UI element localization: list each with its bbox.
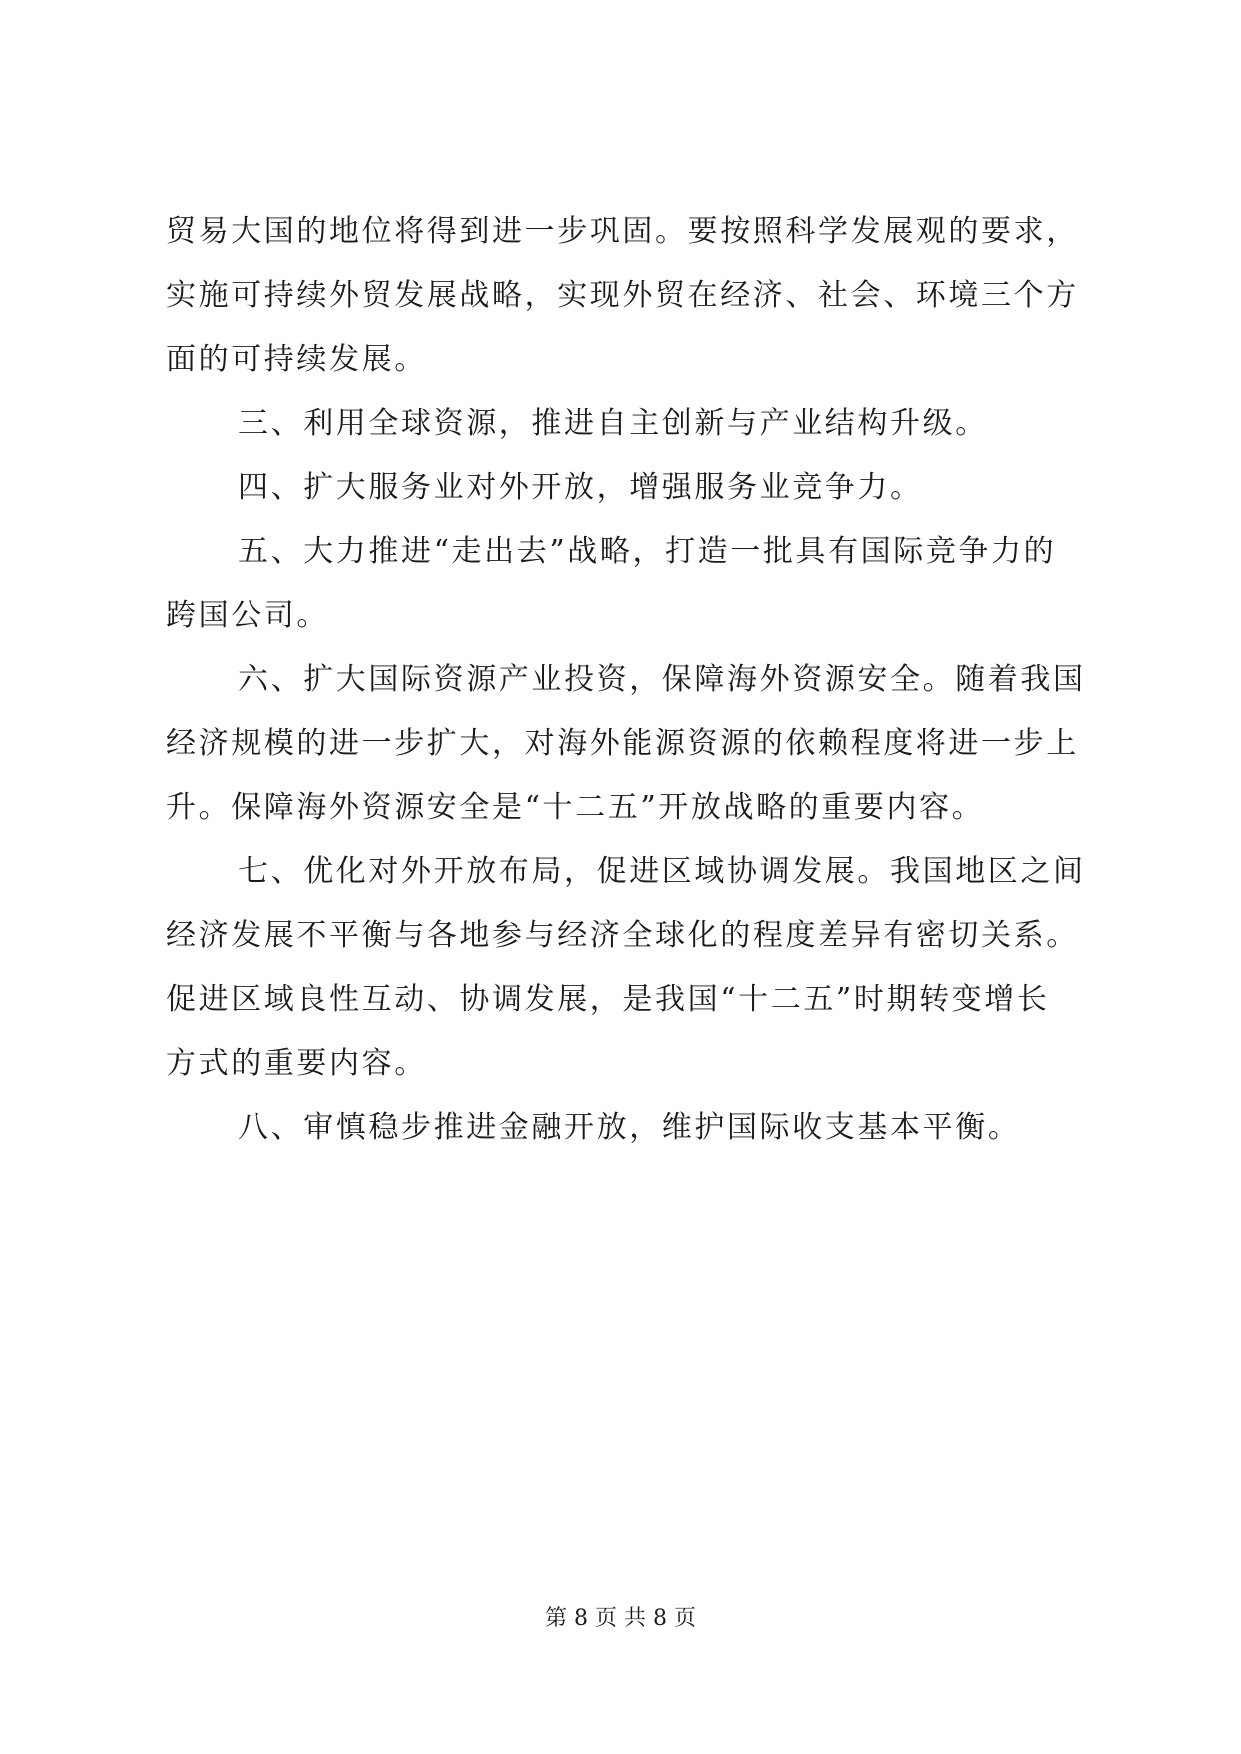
section-four-line: 四、扩大服务业对外开放，增强服务业竞争力。 bbox=[238, 470, 923, 505]
text-line: 跨国公司。 bbox=[166, 598, 329, 633]
text-line: 实施可持续外贸发展战略，实现外贸在经济、社会、环境三个方 bbox=[166, 278, 1079, 313]
section-three-line: 三、利用全球资源，推进自主创新与产业结构升级。 bbox=[238, 406, 988, 441]
text-line: 升。保障海外资源安全是“十二五”开放战略的重要内容。 bbox=[166, 790, 985, 825]
page-number-footer: 第 8 页 共 8 页 bbox=[545, 1606, 696, 1631]
text-line: 方式的重要内容。 bbox=[166, 1046, 427, 1081]
section-six-line: 六、扩大国际资源产业投资，保障海外资源安全。随着我国 bbox=[238, 662, 1086, 697]
text-line: 贸易大国的地位将得到进一步巩固。要按照科学发展观的要求， bbox=[166, 214, 1079, 249]
text-line: 促进区域良性互动、协调发展，是我国“十二五”时期转变增长 bbox=[166, 982, 1050, 1017]
text-line: 经济发展不平衡与各地参与经济全球化的程度差异有密切关系。 bbox=[166, 918, 1079, 953]
section-seven-line: 七、优化对外开放布局，促进区域协调发展。我国地区之间 bbox=[238, 854, 1086, 889]
text-line: 面的可持续发展。 bbox=[166, 342, 427, 377]
section-eight-line: 八、审慎稳步推进金融开放，维护国际收支基本平衡。 bbox=[238, 1110, 1021, 1145]
text-line: 经济规模的进一步扩大，对海外能源资源的依赖程度将进一步上 bbox=[166, 726, 1079, 761]
document-body bbox=[166, 200, 1086, 1160]
section-five-line: 五、大力推进“走出去”战略，打造一批具有国际竞争力的 bbox=[238, 534, 1057, 569]
